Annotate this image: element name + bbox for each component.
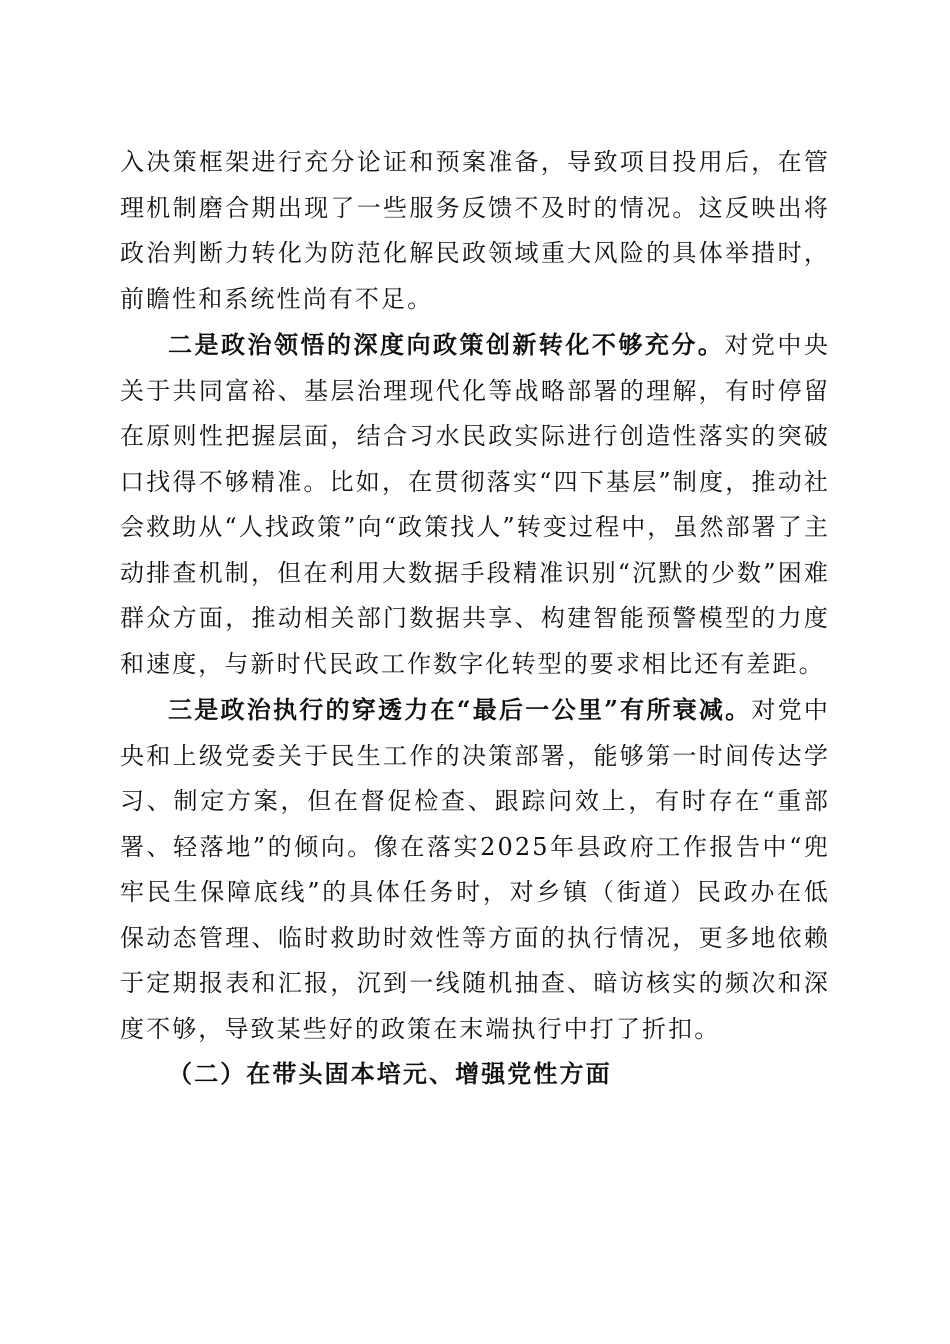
section-subheading: （二）在带头固本培元、增强党性方面 — [168, 1060, 612, 1088]
paragraph-lead: 三是政治执行的穿透力在“最后一公里”有所衰减。 — [168, 695, 752, 724]
paragraph-text: 对党中央和上级党委关于民生工作的决策部署，能够第一时间传达学习、制定方案，但在督促检查、跟踪问效上，有时存在“重部署、轻落地”的倾向。像在落实2025年县政府工作报告中“兜牢民生保障底线”的具体任务时，对乡镇（街道）民政办在低保动态管理、临时救助时效性等方面的执行情况，更多地依赖于定期报表和汇报，沉到一线随机抽查、暗访核实的频次和深度不够，导致某些好的政策在末端执行中打了折扣。 — [120, 696, 830, 1043]
paragraph-lead: 二是政治领悟的深度向政策创新转化不够充分。 — [168, 330, 725, 359]
paragraph-political-execution — [120, 687, 830, 1052]
paragraph-political-comprehension — [120, 322, 830, 687]
paragraph-text: 对党中央关于共同富裕、基层治理现代化等战略部署的理解，有时停留在原则性把握层面，结合习水民政实际进行创造性落实的突破口找得不够精准。比如，在贯彻落实“四下基层”制度，推动社会救助从“人找政策”向“政策找人”转变过程中，虽然部署了主动排查机制，但在利用大数据手段精准识别“沉默的少数”困难群众方面，推动相关部门数据共享、构建智能预警模型的力度和速度，与新时代民政工作数字化转型的要求相比还有差距。 — [120, 331, 830, 678]
document-body — [120, 140, 830, 1098]
paragraph-text: 入决策框架进行充分论证和预案准备，导致项目投用后，在管理机制磨合期出现了一些服务反馈不及时的情况。这反映出将政治判断力转化为防范化解民政领域重大风险的具体举措时，前瞻性和系统性尚有不足。 — [120, 148, 830, 313]
paragraph-continuation — [120, 140, 830, 322]
